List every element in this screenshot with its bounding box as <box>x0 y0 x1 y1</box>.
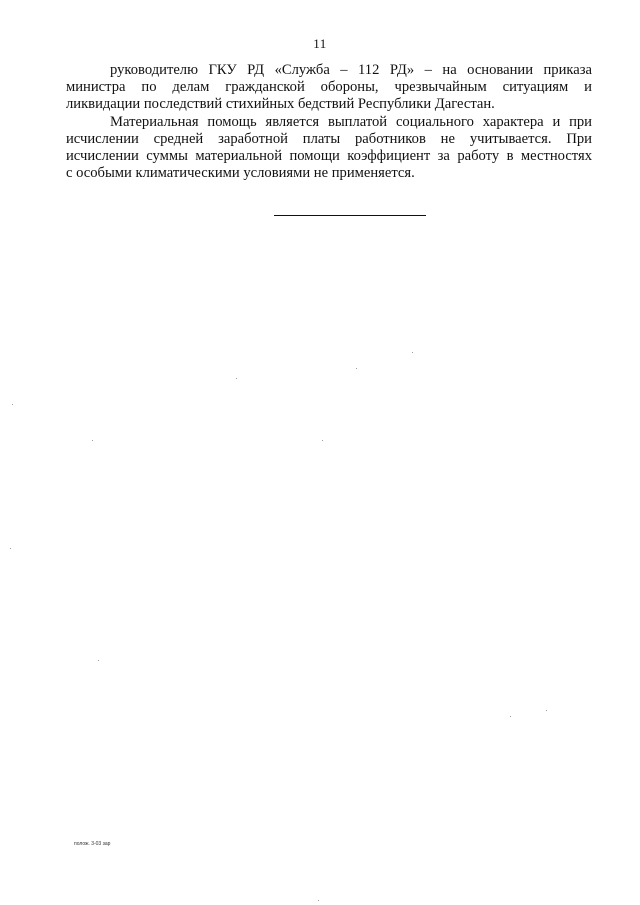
scan-speck <box>510 716 511 717</box>
page-number: 11 <box>313 36 327 51</box>
paragraph-2 <box>66 114 592 183</box>
scan-speck <box>92 440 93 441</box>
scan-speck <box>322 440 323 441</box>
document-body <box>66 62 592 182</box>
scan-speck <box>546 710 547 711</box>
text-line: министра по делам гражданской обороны, чрезвычайным ситуациям и <box>66 79 592 96</box>
text-line: исчислении суммы материальной помощи коэффициент за работу в местностях <box>66 148 592 165</box>
scan-speck <box>356 368 357 369</box>
scan-speck <box>98 660 99 661</box>
scan-speck <box>318 900 319 901</box>
scan-speck <box>412 352 413 353</box>
footer-stamp: полож. 3-03 зар <box>74 841 111 847</box>
scan-speck <box>236 378 237 379</box>
scan-speck <box>12 404 13 405</box>
text-line: Материальная помощь является выплатой социального характера и при <box>110 113 592 130</box>
text-line: руководителю ГКУ РД «Служба – 112 РД» – на основании приказа <box>110 62 592 78</box>
text-line: исчислении средней заработной платы работников не учитывается. При <box>66 130 592 147</box>
end-of-text-rule <box>274 215 426 216</box>
scan-speck <box>10 548 11 549</box>
text-line: с особыми климатическими условиями не применяется. <box>66 165 415 182</box>
text-line: ликвидации последствий стихийных бедствий Республики Дагестан. <box>66 96 495 113</box>
paragraph-1 <box>66 62 592 114</box>
